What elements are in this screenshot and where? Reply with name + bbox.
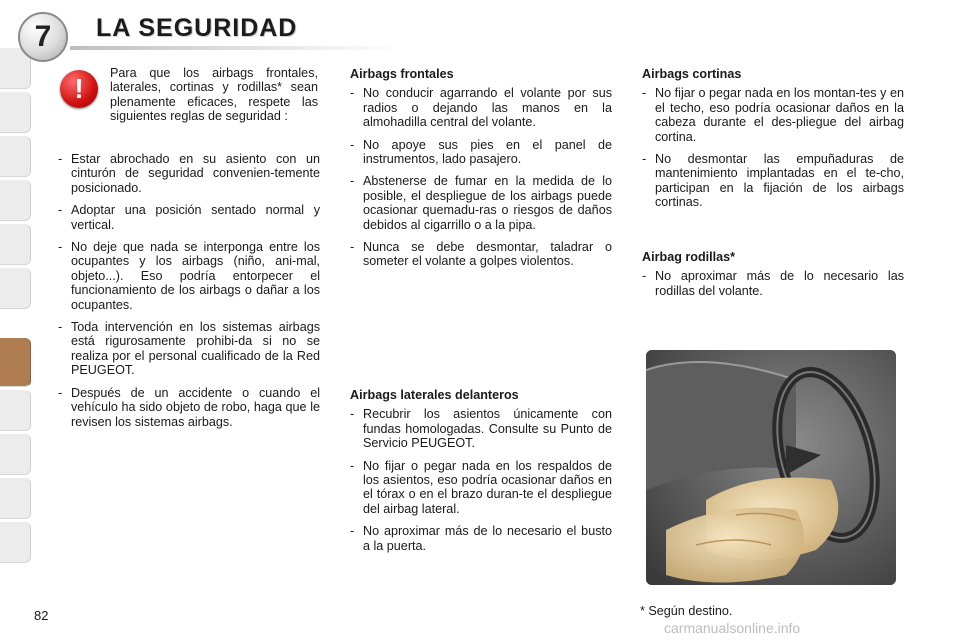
section-airbags-frontales (350, 67, 612, 277)
header-divider (70, 46, 400, 50)
list-item (642, 86, 904, 144)
section-heading: Airbag rodillas* (642, 250, 736, 264)
list-item-text: No fijar o pegar nada en los respaldos de los asientos, eso podría ocasionar daños en el tórax o en el brazo duran-te el despliegue del airbag lateral. (363, 458, 612, 516)
list-item (58, 203, 320, 232)
list-item-text: No apoye sus pies en el panel de instrumentos, lado pasajero. (363, 137, 612, 167)
warning-icon (60, 70, 98, 108)
list-item-text: No desmontar las empuñaduras de mantenimiento implantadas en el te-cho, participan en la fijación de los airbags cortinas. (655, 152, 904, 210)
chapter-tab[interactable] (0, 180, 31, 221)
section-airbags-laterales (350, 388, 612, 561)
chapter-number-badge (18, 12, 68, 62)
page-number: 82 (34, 608, 49, 623)
list-item-text: Adoptar una posición sentado normal y vertical. (71, 203, 320, 232)
page-title: LA SEGURIDAD (96, 14, 298, 42)
section-heading: Airbags laterales delanteros (350, 388, 519, 402)
chapter-tab[interactable] (0, 224, 31, 265)
chapter-tab[interactable] (0, 92, 31, 133)
list-item (642, 269, 904, 298)
bullet-dash: - (350, 407, 355, 422)
list-item (350, 86, 612, 129)
bullet-dash: - (642, 86, 647, 101)
bullet-dash: - (642, 269, 647, 284)
footnote: * Según destino. (640, 604, 733, 618)
knee-airbag-drawing (646, 350, 896, 585)
knee-airbag-illustration (646, 350, 896, 585)
list-item-text: No fijar o pegar nada en los montan-tes y en el techo, eso podría ocasionar daños en la cabeza durante el des-pliegue del airbag cortina. (655, 86, 904, 144)
section-airbag-rodillas (642, 250, 904, 306)
bullet-dash: - (350, 174, 355, 189)
section-heading: Airbags frontales (350, 67, 454, 81)
section-airbags-cortinas (642, 67, 904, 218)
general-rules-list (58, 152, 320, 437)
list-item (58, 240, 320, 312)
list-item (58, 320, 320, 378)
intro-text: Para que los airbags frontales, laterales, cortinas y rodillas* sean plenamente eficaces, respete las siguientes reglas de seguridad : (110, 66, 318, 124)
bullet-dash: - (642, 152, 647, 167)
bullet-dash: - (350, 524, 355, 539)
list-item (350, 174, 612, 232)
warning-icon-glyph: ! (74, 73, 84, 104)
chapter-number: 7 (34, 20, 52, 53)
list-item (350, 138, 612, 167)
chapter-tab[interactable] (0, 434, 31, 475)
list-item (58, 152, 320, 195)
section-heading: Airbags cortinas (642, 67, 742, 81)
chapter-tab-active[interactable] (0, 338, 31, 387)
chapter-tab[interactable] (0, 268, 31, 309)
list-item-text: Abstenerse de fumar en la medida de lo posible, el despliegue de los airbags puede ocasionar quemadu-ras o riesgos de daños debidos al cigarrillo o a la pipa. (363, 174, 612, 232)
list-item-text: Recubrir los asientos únicamente con fundas homologadas. Consulte su Punto de Servicio PEUGEOT. (363, 407, 612, 451)
list-item (350, 240, 612, 269)
bullet-dash: - (58, 320, 63, 335)
list-item (350, 407, 612, 450)
chapter-tab[interactable] (0, 522, 31, 563)
list-item-text: No aproximar más de lo necesario las rodillas del volante. (655, 269, 904, 298)
list-item (350, 524, 612, 553)
list-item-text: No deje que nada se interponga entre los ocupantes y los airbags (niño, ani-mal, objeto...). Eso podría entorpecer el funcionamiento de los airbags o dañar a los ocupantes. (71, 240, 320, 312)
list-item (642, 152, 904, 210)
list-item (350, 459, 612, 517)
bullet-dash: - (58, 240, 63, 255)
bullet-dash: - (58, 203, 63, 218)
list-item-text: Nunca se debe desmontar, taladrar o someter el volante a golpes violentos. (363, 240, 612, 269)
bullet-dash: - (58, 152, 63, 166)
chapter-tab[interactable] (0, 136, 31, 177)
chapter-tabs (0, 48, 34, 578)
chapter-tab[interactable] (0, 478, 31, 519)
bullet-dash: - (350, 137, 355, 152)
list-item (58, 386, 320, 429)
bullet-dash: - (350, 458, 355, 473)
watermark: carmanualsonline.info (664, 620, 801, 636)
chapter-tab[interactable] (0, 390, 31, 431)
bullet-dash: - (350, 86, 355, 101)
list-item-text: Después de un accidente o cuando el vehículo ha sido objeto de robo, haga que le revisen los sistemas airbags. (71, 385, 320, 429)
bullet-dash: - (350, 240, 355, 255)
list-item-text: Toda intervención en los sistemas airbags está rigurosamente prohibi-da si no se realiza por el personal cualificado de la Red PEUGEOT. (71, 320, 320, 378)
list-item-text: Estar abrochado en su asiento con un cinturón de seguridad convenien-temente posicionado. (71, 152, 320, 195)
bullet-dash: - (58, 385, 63, 400)
list-item-text: No conducir agarrando el volante por sus radios o dejando las manos en la almohadilla central del volante. (363, 86, 612, 130)
list-item-text: No aproximar más de lo necesario el busto a la puerta. (363, 524, 612, 553)
